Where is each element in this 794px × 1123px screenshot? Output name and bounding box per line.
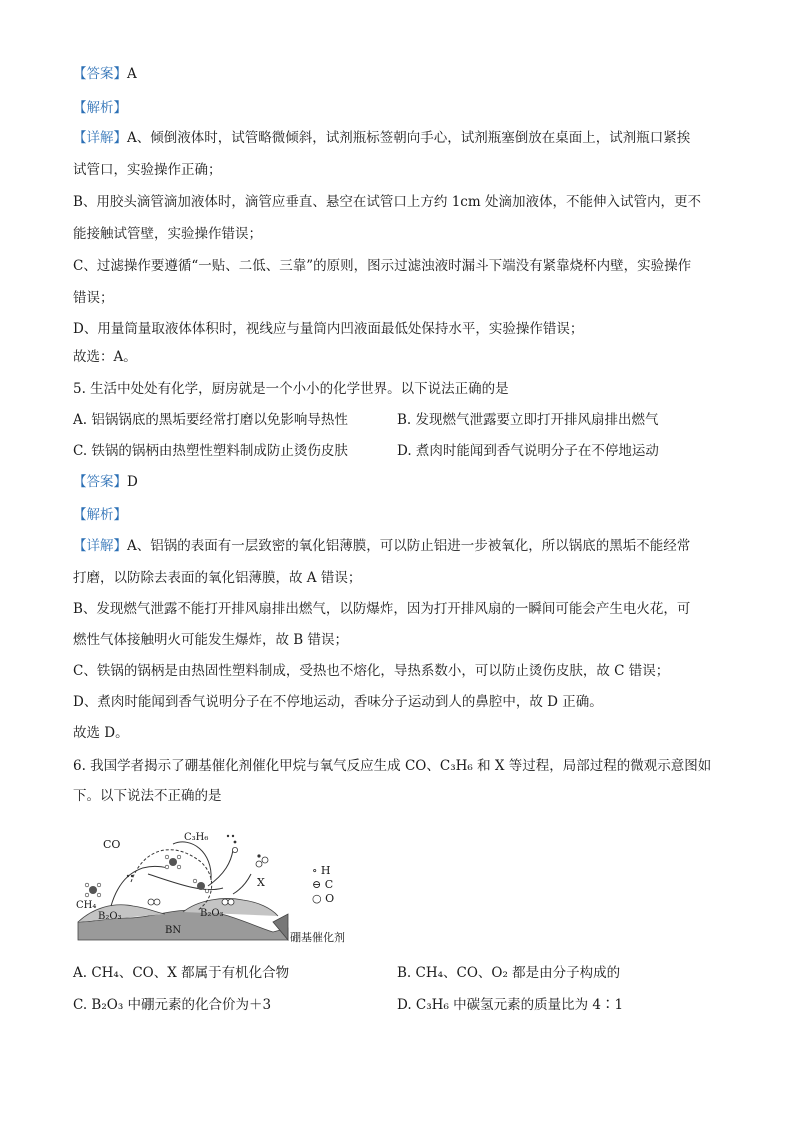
atom-legend	[312, 864, 334, 906]
answer-label-q5: 【答案】D	[73, 474, 138, 490]
analysis-label-q5: 【解析】	[73, 507, 127, 523]
analysis-label-q4: 【解析】	[73, 100, 127, 116]
catalyst-label: 硼基催化剂	[290, 931, 345, 944]
conclusion-line: 故选：A。	[73, 349, 137, 365]
text-line: C、过滤操作要遵循“一贴、二低、三靠”的原则，图示过滤浊液时漏斗下端没有紧靠烧杯内壁，实验操作	[73, 258, 692, 274]
text-line: B、发现燃气泄露不能打开排风扇排出燃气，以防爆炸，因为打开排风扇的一瞬间可能会产生电火花，可	[73, 601, 691, 617]
question-6-stem: 6. 我国学者揭示了硼基催化剂催化甲烷与氧气反应生成 CO、C₃H₆ 和 X 等过程，局部过程的微观示意图如	[73, 758, 712, 774]
co-label: CO	[103, 838, 121, 851]
detail-line: 【详解】A、倾倒液体时，试管略微倾斜，试剂瓶标签朝向手心，试剂瓶塞倒放在桌面上，试剂瓶口紧挨	[73, 130, 691, 146]
option-6c: C. B₂O₃ 中硼元素的化合价为＋3	[73, 997, 272, 1013]
legend-h: ∘ H	[312, 864, 331, 877]
x-label: X	[257, 876, 265, 889]
text-line: 打磨，以防除去表面的氧化铝薄膜，故 A 错误；	[73, 570, 362, 586]
option-5a: A. 铝锅锅底的黑垢要经常打磨以免影响导热性	[73, 412, 348, 428]
ch4-label: CH₄	[76, 900, 97, 911]
text-line: 燃性气体接触明火可能发生爆炸，故 B 错误；	[73, 632, 349, 648]
option-5c: C. 铁锅的锅柄由热塑性塑料制成防止烫伤皮肤	[73, 443, 348, 459]
option-5b: B. 发现燃气泄露要立即打开排风扇排出燃气	[397, 412, 659, 428]
option-6b: B. CH₄、CO、O₂ 都是由分子构成的	[397, 965, 621, 981]
question-6-stem-cont: 下。以下说法不正确的是	[73, 788, 222, 804]
b2o3-label-right: B₂O₃	[200, 908, 224, 919]
question-5-stem: 5. 生活中处处有化学，厨房就是一个小小的化学世界。以下说法正确的是	[73, 381, 509, 397]
c3h6-label: C₃H₆	[184, 832, 209, 843]
legend-c: ⊖ C	[312, 878, 334, 891]
legend-o: ○ O	[312, 892, 335, 905]
text-line: B、用胶头滴管滴加液体时，滴管应垂直、悬空在试管口上方约 1cm 处滴加液体，不能伸入试管内，更不	[73, 194, 701, 210]
option-6d: D. C₃H₆ 中碳氢元素的质量比为 4∶1	[397, 997, 624, 1013]
detail-line: 【详解】A、铝锅的表面有一层致密的氧化铝薄膜，可以防止铝进一步被氧化，所以锅底的黑垢不能经常	[73, 538, 691, 554]
b2o3-label-left: B₂O₃	[98, 911, 122, 922]
text-line: D、煮肉时能闻到香气说明分子在不停地运动，香味分子运动到人的鼻腔中，故 D 正确。	[73, 694, 603, 710]
text-line: D、用量筒量取液体体积时，视线应与量筒内凹液面最低处保持水平，实验操作错误；	[73, 321, 584, 337]
text-line: 试管口，实验操作正确；	[73, 162, 222, 178]
answer-value-q4: A	[127, 66, 137, 82]
bn-label: BN	[165, 925, 182, 936]
text-line: 能接触试管壁，实验操作错误；	[73, 226, 262, 242]
option-6a: A. CH₄、CO、X 都属于有机化合物	[73, 965, 290, 981]
text-line: 错误；	[73, 290, 114, 306]
option-5d: D. 煮肉时能闻到香气说明分子在不停地运动	[397, 443, 659, 459]
conclusion-line: 故选 D。	[73, 725, 129, 741]
answer-value-q5: D	[127, 474, 138, 490]
answer-label-q4: 【答案】A	[73, 66, 137, 82]
text-line: C、铁锅的锅柄是由热固性塑料制成，受热也不熔化，导热系数小，可以防止烫伤皮肤，故 C 错误；	[73, 663, 670, 679]
